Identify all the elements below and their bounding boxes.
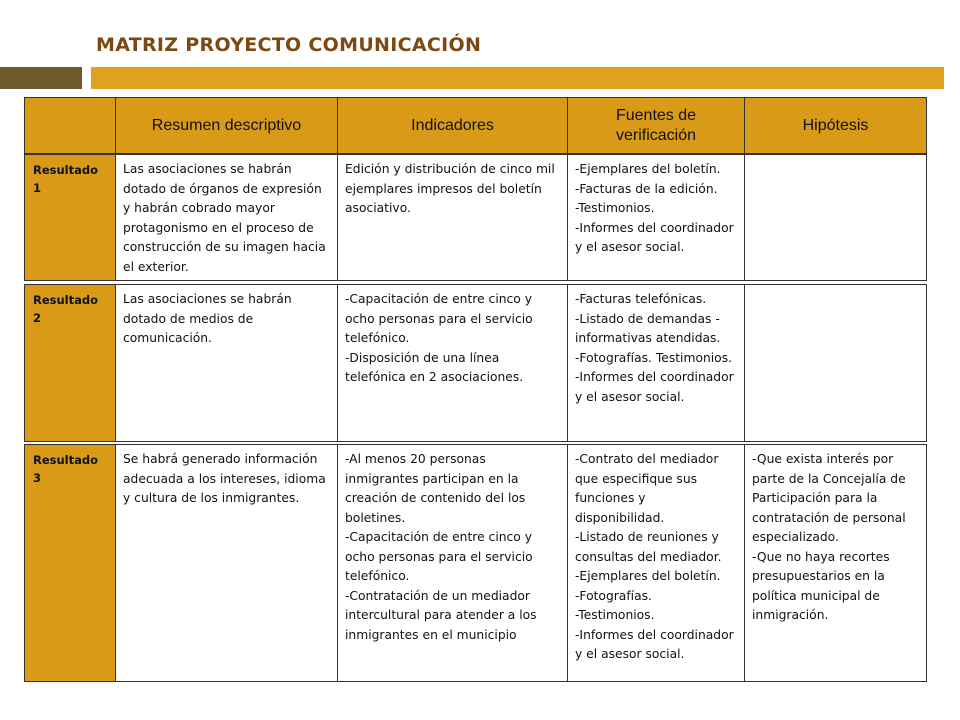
- title-bar-gold: [91, 67, 944, 89]
- resumen-descriptivo-cell: Las asociaciones se habrán dotado de órganos de expresión y habrán cobrado mayor protagonismo en el proceso de construcción de su imagen hacia el exterior.: [116, 154, 338, 281]
- indicador-item: -Capacitación de entre cinco y ocho personas para el servicio telefónico.: [345, 292, 533, 345]
- indicador-item: -Disposición de una línea telefónica en 2 asociaciones.: [345, 350, 524, 384]
- header-indicadores: Indicadores: [338, 97, 568, 154]
- indicadores-cell: [338, 284, 568, 442]
- hipotesis-cell: [745, 154, 927, 281]
- indicadores-cell: [338, 154, 568, 281]
- fuentes-cell: [568, 284, 745, 442]
- indicador-item: -Al menos 20 personas inmigrantes participan en la creación de contenido del los boletines.: [345, 452, 526, 525]
- fuente-item: -Informes del coordinador y el asesor social.: [575, 220, 734, 254]
- hipotesis-cell: [745, 444, 927, 682]
- resumen-descriptivo-cell: Las asociaciones se habrán dotado de medios de comunicación.: [116, 284, 338, 442]
- table-row-resultado-3: [24, 444, 927, 682]
- fuente-item: -Contrato del mediador que especifique sus funciones y disponibilidad.: [575, 452, 719, 525]
- fuentes-cell: [568, 444, 745, 682]
- indicador-item: -Contratación de un mediador intercultural para atender a los inmigrantes en el municipio: [345, 588, 537, 642]
- header-cell-empty: [24, 97, 116, 154]
- slide-title: MATRIZ PROYECTO COMUNICACIÓN: [96, 34, 482, 56]
- table-header-row: [24, 97, 927, 154]
- fuente-item: -Fotografías.: [575, 588, 652, 603]
- indicador-item: Edición y distribución de cinco mil ejemplares impresos del boletín asociativo.: [345, 162, 555, 215]
- row-label: Resultado 2: [24, 284, 116, 442]
- fuente-item: -Fotografías. Testimonios.: [575, 350, 733, 365]
- fuente-item: -Listado de reuniones y consultas del mediador.: [575, 530, 722, 564]
- fuente-item: -Ejemplares del boletín.: [575, 162, 721, 176]
- fuente-item: -Ejemplares del boletín.: [575, 569, 721, 583]
- table-row-resultado-1: [24, 154, 927, 281]
- indicadores-cell: [338, 444, 568, 682]
- row-label: Resultado 1: [24, 154, 116, 281]
- fuente-item: -Facturas telefónicas.: [575, 292, 707, 306]
- fuente-item: -Facturas de la edición.: [575, 181, 718, 196]
- title-bar-dark: [0, 67, 82, 89]
- hipotesis-item: -Que no haya recortes presupuestarios en la política municipal de inmigración.: [752, 549, 890, 622]
- indicador-item: -Capacitación de entre cinco y ocho personas para el servicio telefónico.: [345, 530, 533, 583]
- hipotesis-cell: [745, 284, 927, 442]
- row-label: Resultado 3: [24, 444, 116, 682]
- fuente-item: -Testimonios.: [575, 608, 655, 622]
- table-row-resultado-2: [24, 284, 927, 442]
- fuente-item: -Informes del coordinador y el asesor social.: [575, 627, 734, 661]
- header-fuentes-de-verificacion: Fuentes de verificación: [568, 97, 745, 154]
- fuente-item: -Testimonios.: [575, 201, 655, 215]
- project-matrix-table: [24, 97, 927, 685]
- fuente-item: -Informes del coordinador y el asesor social.: [575, 370, 734, 404]
- fuentes-cell: [568, 154, 745, 281]
- fuente-item: -Listado de demandas - informativas atendidas.: [575, 311, 721, 345]
- resumen-descriptivo-cell: Se habrá generado información adecuada a los intereses, idioma y cultura de los inmigrantes.: [116, 444, 338, 682]
- header-resumen-descriptivo: Resumen descriptivo: [116, 97, 338, 154]
- header-hipotesis: Hipótesis: [745, 97, 927, 154]
- hipotesis-item: -Que exista interés por parte de la Concejalía de Participación para la contratación de personal especializado.: [752, 452, 906, 544]
